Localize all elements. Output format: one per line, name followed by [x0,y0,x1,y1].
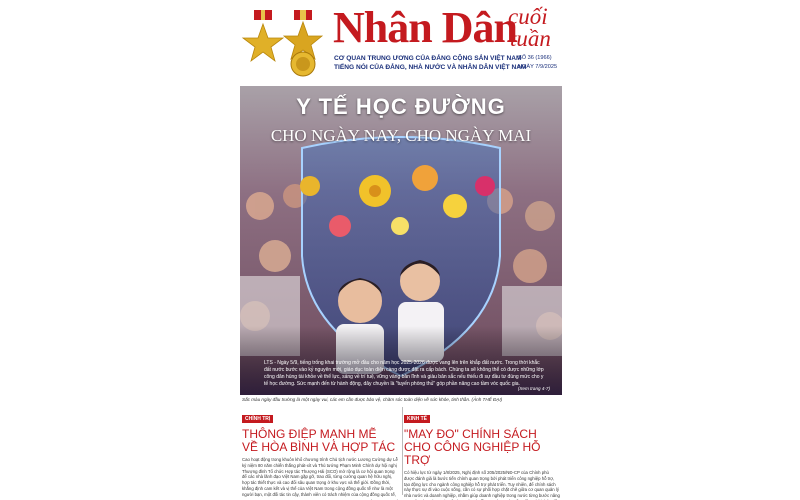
article-headline-line-2: VỀ HÒA BÌNH VÀ HỢP TÁC [242,440,396,454]
masthead [238,0,564,84]
issue-info [518,54,557,72]
article-body: Cao hoạt động trong khuôn khổ chương trình Chủ tịch nước Lương Cường dự Lễ kỷ niệm 80 năm chiến thắng phát-xít và Thủ tướng Phạm Minh Chính dự hội nghị Thượng đỉnh Tổ chức Hợp tác Thượng Hải (SCO) mở rộng là cơ hội quan trọng để các nhà lãnh đạo Việt Nam gặp gỡ, trao đổi, từng cường quan hệ hữu nghị, hợp tác thiết thực và cao đổi sâu quan trọng ở khu vực và thế giới. Đồng thời, khẳng định cam kết và vị thế của Việt Nam trong cộng đồng quốc tế như là một người bạn, một đối tác tin cậy, thành viên có trách nhiệm của cộng đồng quốc tế, [242,457,398,497]
org-line-1: CƠ QUAN TRUNG ƯƠNG CỦA ĐẢNG CỘNG SẢN VIỆT NAM [334,55,522,62]
article-politics[interactable] [242,407,398,500]
article-economy[interactable] [404,407,560,500]
newspaper-cover [238,0,564,500]
masthead-suffix-bottom: tuần [510,26,551,51]
article-headline-line-1: "MAY ĐO" CHÍNH SÁCH [404,427,537,441]
cover-headline: Y TẾ HỌC ĐƯỜNG [296,94,506,119]
article-tag: CHÍNH TRỊ [242,415,273,423]
article-headline [242,428,398,454]
cover-lede: LTS - Ngày 5/9, tiếng trống khai trường mở đầu cho năm học 2025-2026 được vang lên trên khắp đất nước. Trong thời khắc đất nước bước vào kỷ nguyên mới, giáo dục toàn diện càng được đặt ra cấp bách. Chúng ta sẽ không thể có được những lớp công dân hùng tài khỏe về thể lực, sáng về trí tuệ, vững vàng bản lĩnh và giàu bản sắc nếu thiếu đi sự đầu tư đúng mức cho y tế học đường. Sức mạnh đến từ hành động, dây chuyền là "tuyến phòng thủ" góp phần nâng cao tầm vóc quốc gia. [264,360,544,387]
cover-lede-ref: (Xem trang 4-7) [517,386,550,391]
article-body: Có hiệu lực từ ngày 1/8/2025, Nghị định số 205/2025/NĐ-CP của Chính phủ được đánh giá là bước tiến chính quan trọng bởi phát triển công nghiệp hỗ trợ, tạo động lực cho ngành công nghiệp hỗ trợ phát triển. Tuy nhiên, để chính sách này thực sự đi vào cuộc sống, cần có sự phối hợp chặt chẽ giữa cơ quan quản lý nhà nước và doanh nghiệp, nhằm giúp doanh nghiệp trong nước từng bước nâng [404,470,560,499]
org-line-2: TIẾNG NÓI CỦA ĐẢNG, NHÀ NƯỚC VÀ NHÂN DÂN VIỆT NAM [334,64,527,71]
article-headline-line-2: CHO CÔNG NGHIỆP HỖ TRỢ [404,440,541,467]
masthead-org [334,54,527,72]
article-headline-line-1: THÔNG ĐIỆP MẠNH MẼ [242,427,377,441]
article-tag: KINH TẾ [404,415,430,423]
cover-photo [240,86,562,395]
issue-date: NGÀY 7/9/2025 [518,64,558,70]
masthead-suffix-top: cuối [508,4,548,29]
photo-caption: Sắc màu ngày đầu trường là một ngày vui, các em cần được bảo vệ, chăm sóc toàn diện về sức khỏe, tinh thần. (Ảnh THẾ ĐẠI) [242,397,503,402]
column-divider [402,407,403,495]
medals-emblem [240,8,326,80]
cover-subheadline: CHO NGÀY NAY, CHO NGÀY MAI [270,126,532,145]
article-headline [404,428,560,467]
issue-number: SỐ 36 (1966) [518,55,552,61]
masthead-title: Nhân Dân [333,3,517,52]
